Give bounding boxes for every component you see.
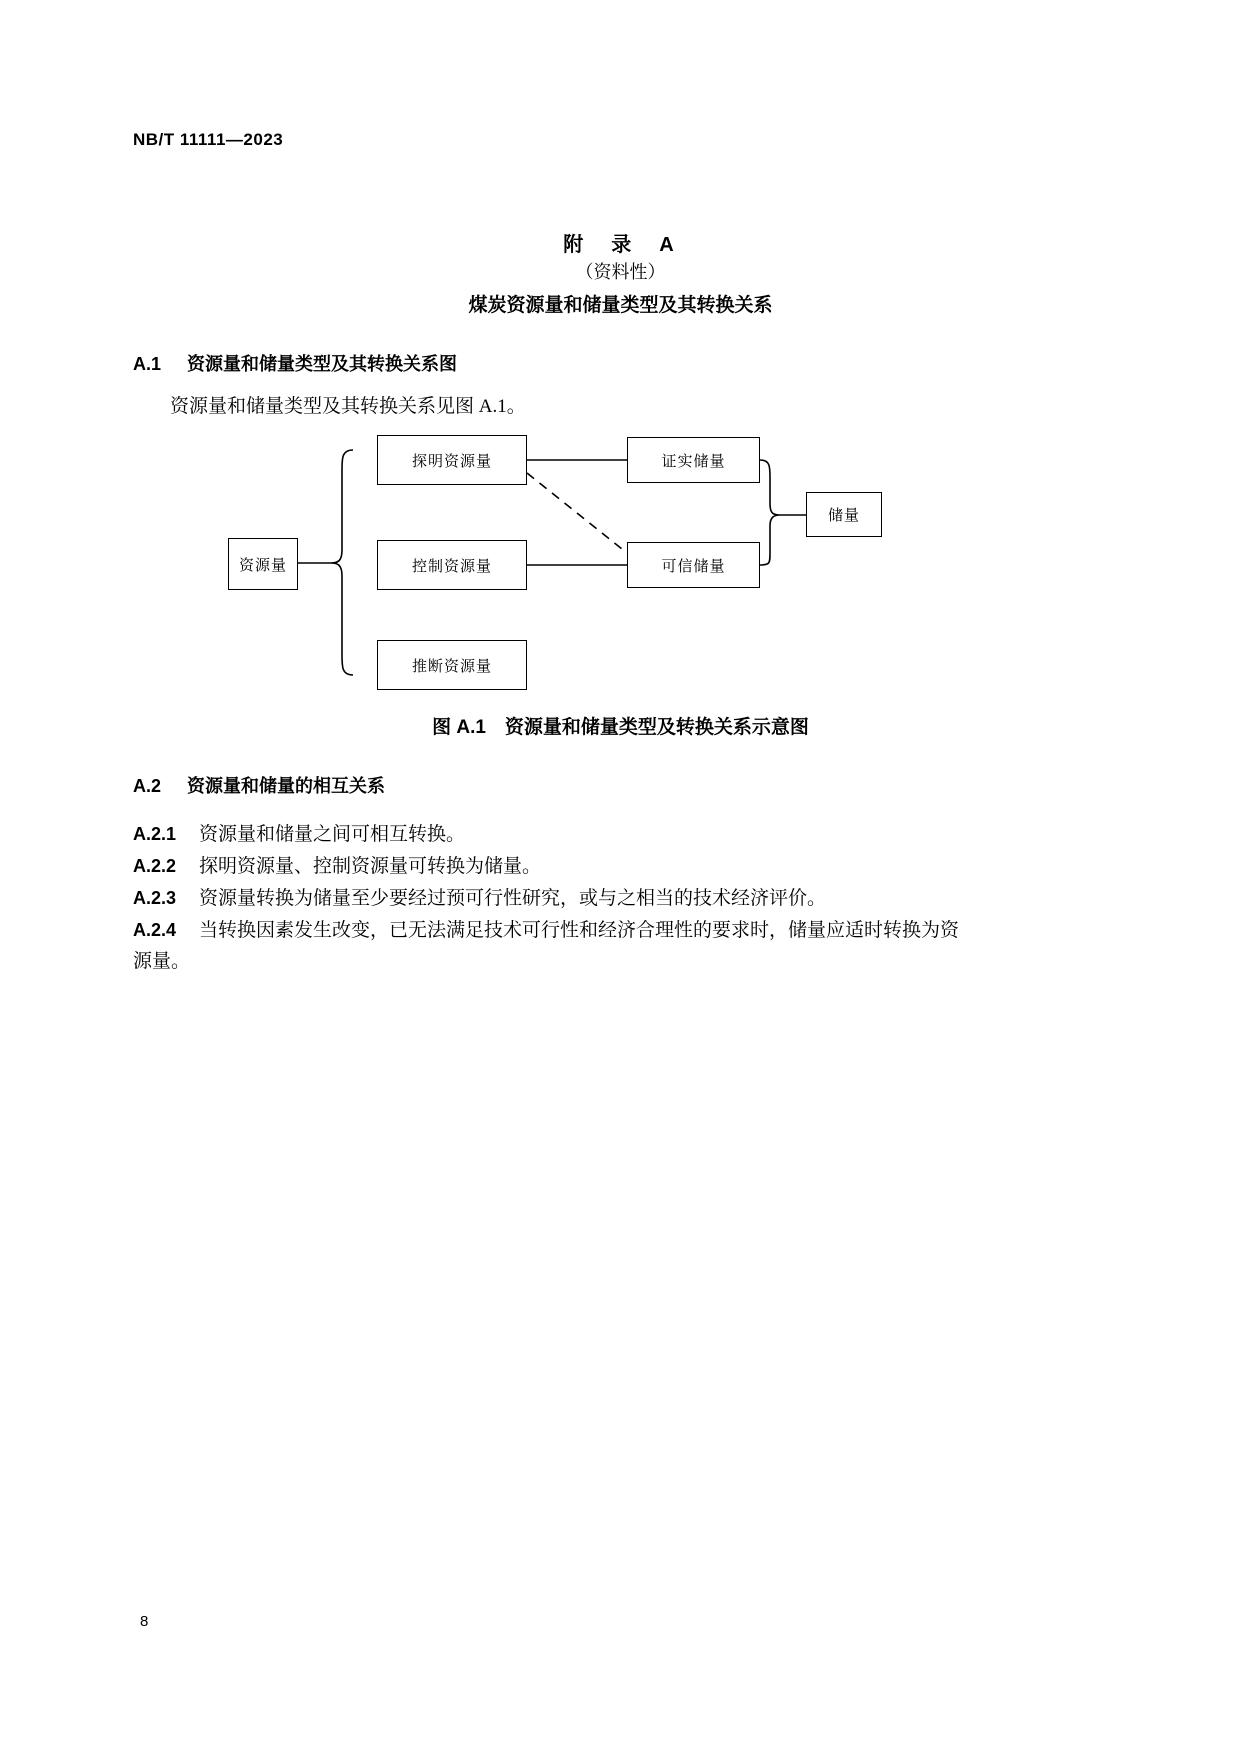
figure-node-inferred-resource: 推断资源量 bbox=[377, 640, 527, 690]
page-header-standard-id: NB/T 11111—2023 bbox=[133, 130, 284, 149]
list-item-number: A.2.3 bbox=[133, 888, 177, 908]
list-item-text: 资源量转换为储量至少要经过预可行性研究，或与之相当的技术经济评价。 bbox=[199, 888, 827, 909]
figure-a1 bbox=[190, 425, 950, 695]
section-title-a2: 资源量和储量的相互关系 bbox=[187, 776, 385, 796]
annex-name: 煤炭资源量和储量类型及其转换关系 bbox=[468, 295, 773, 316]
figure-node-proved-resource: 探明资源量 bbox=[377, 435, 527, 485]
section-title-a1: 资源量和储量类型及其转换关系图 bbox=[187, 354, 457, 374]
list-item bbox=[133, 818, 465, 851]
list-item-number: A.2.2 bbox=[133, 856, 177, 876]
list-item-text: 当转换因素发生改变，已无法满足技术可行性和经济合理性的要求时，储量应适时转换为资 bbox=[199, 920, 960, 941]
figure-node-probable-reserve: 可信储量 bbox=[627, 542, 760, 588]
figure-a1-caption: 图 A.1 资源量和储量类型及转换关系示意图 bbox=[432, 717, 809, 738]
list-item-number: A.2.4 bbox=[133, 920, 177, 940]
figure-node-resource-total: 资源量 bbox=[228, 538, 298, 590]
section-heading-a1 bbox=[133, 350, 457, 376]
annex-subtitle: （资料性） bbox=[575, 262, 666, 282]
list-item-continuation: 源量。 bbox=[133, 951, 191, 972]
section-number-a1: A.1 bbox=[133, 354, 162, 374]
list-item bbox=[133, 850, 541, 883]
figure-node-reserve-total: 储量 bbox=[806, 492, 882, 537]
list-item-number: A.2.1 bbox=[133, 824, 177, 844]
figure-node-controlled-resource: 控制资源量 bbox=[377, 540, 527, 590]
figure-node-proved-reserve: 证实储量 bbox=[627, 437, 760, 483]
annex-title: 附 录 A bbox=[563, 234, 678, 256]
list-item bbox=[133, 914, 959, 947]
list-item bbox=[133, 882, 826, 915]
list-item-text: 探明资源量、控制资源量可转换为储量。 bbox=[199, 856, 542, 877]
section-a1-paragraph: 资源量和储量类型及其转换关系见图 A.1。 bbox=[170, 396, 526, 417]
section-number-a2: A.2 bbox=[133, 776, 162, 796]
page-number: 8 bbox=[140, 1613, 149, 1630]
list-item-text: 资源量和储量之间可相互转换。 bbox=[199, 824, 466, 845]
figure-connector-lines bbox=[190, 425, 950, 695]
section-heading-a2 bbox=[133, 772, 385, 798]
